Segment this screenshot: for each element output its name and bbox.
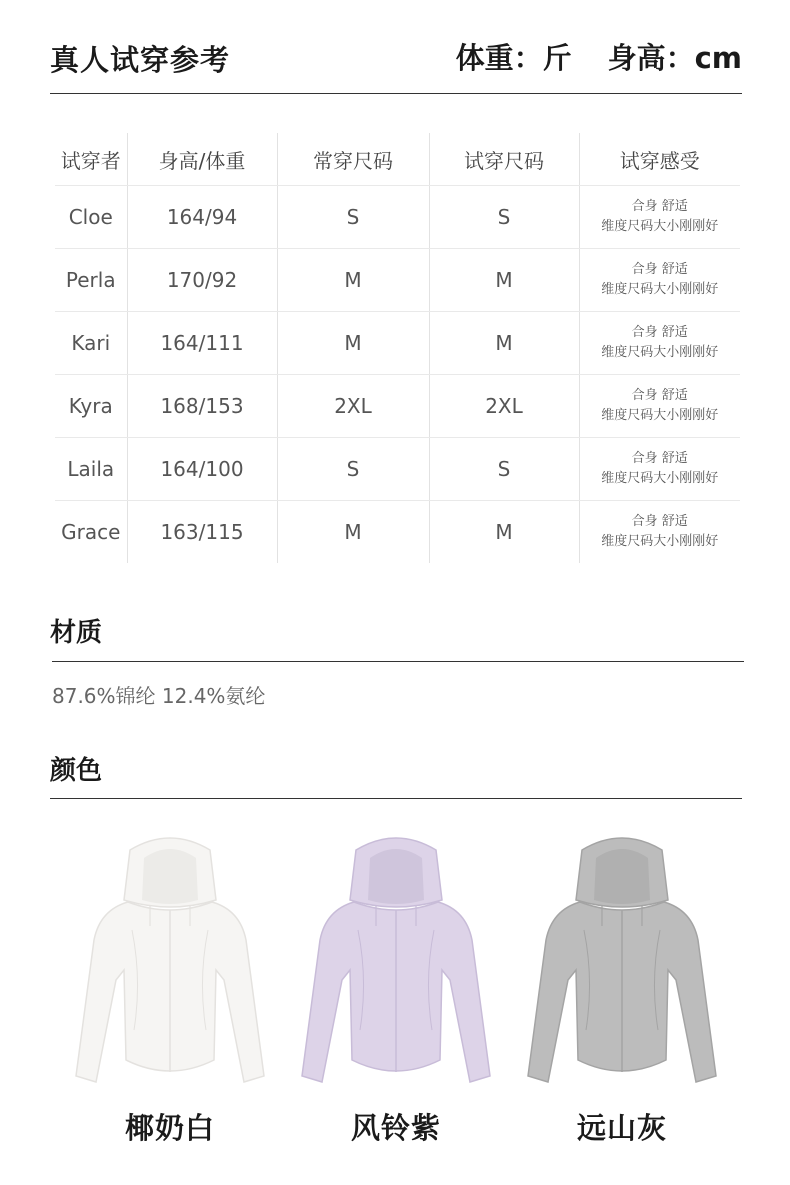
color-name: 风铃紫 xyxy=(350,1111,441,1145)
height-weight: 163/115 xyxy=(127,501,277,564)
wearer-name: Cloe xyxy=(55,186,127,249)
tried-size: M xyxy=(429,501,579,564)
color-name: 椰奶白 xyxy=(124,1111,215,1145)
table-row xyxy=(55,501,740,564)
feeling-line-2: 维度尺码大小刚刚好 xyxy=(601,471,719,486)
feeling-line-1: 合身 舒适 xyxy=(631,388,688,403)
color-title: 颜色 xyxy=(50,756,103,786)
height-weight: 170/92 xyxy=(127,249,277,312)
wearer-name: Perla xyxy=(55,249,127,312)
height-weight: 168/153 xyxy=(127,375,277,438)
feeling-line-2: 维度尺码大小刚刚好 xyxy=(601,219,719,234)
usual-size: M xyxy=(277,312,429,375)
tried-size: S xyxy=(429,438,579,501)
feeling xyxy=(579,438,740,501)
feeling-line-1: 合身 舒适 xyxy=(631,451,688,466)
column-header-feeling: 试穿感受 xyxy=(579,133,740,186)
material-title: 材质 xyxy=(50,618,103,648)
color-options xyxy=(50,830,742,1150)
color-option[interactable] xyxy=(522,830,722,1150)
color-divider xyxy=(50,798,742,799)
table-row xyxy=(55,186,740,249)
table-row xyxy=(55,438,740,501)
wearer-name: Grace xyxy=(61,520,121,544)
usual-size: M xyxy=(277,501,429,564)
feeling xyxy=(579,186,740,249)
tried-size: 2XL xyxy=(429,375,579,438)
feeling-line-2: 维度尺码大小刚刚好 xyxy=(601,282,719,297)
height-weight: 164/94 xyxy=(127,186,277,249)
page-header xyxy=(50,36,742,80)
page-title: 真人试穿参考 xyxy=(50,43,231,77)
feeling-line-2: 维度尺码大小刚刚好 xyxy=(601,408,719,423)
table-row xyxy=(55,312,740,375)
tryon-table xyxy=(55,133,740,563)
table-row xyxy=(55,375,740,438)
color-option[interactable] xyxy=(70,830,270,1150)
column-header-tried-size: 试穿尺码 xyxy=(429,133,579,186)
material-divider xyxy=(52,661,744,662)
feeling-line-1: 合身 舒适 xyxy=(631,325,688,340)
column-header-usual-size: 常穿尺码 xyxy=(277,133,429,186)
header-divider xyxy=(50,93,742,94)
tried-size: M xyxy=(429,312,579,375)
material-composition: 87.6%锦纶 12.4%氨纶 xyxy=(52,684,266,708)
color-name: 远山灰 xyxy=(576,1111,667,1145)
jacket-image xyxy=(70,830,270,1100)
table-row xyxy=(55,249,740,312)
jacket-image xyxy=(296,830,496,1100)
wearer-name: Kari xyxy=(55,312,127,375)
tried-size: S xyxy=(429,186,579,249)
feeling-line-1: 合身 舒适 xyxy=(631,199,688,214)
height-weight: 164/111 xyxy=(127,312,277,375)
feeling-line-2: 维度尺码大小刚刚好 xyxy=(601,345,719,360)
tried-size: M xyxy=(429,249,579,312)
usual-size: M xyxy=(277,249,429,312)
usual-size: S xyxy=(277,186,429,249)
feeling-line-1: 合身 舒适 xyxy=(631,262,688,277)
wearer-name: Laila xyxy=(55,438,127,501)
usual-size: S xyxy=(277,438,429,501)
table-header-row xyxy=(55,133,740,186)
weight-unit-label: 体重：斤 xyxy=(455,41,572,75)
unit-legend xyxy=(420,36,742,77)
feeling xyxy=(579,312,740,375)
jacket-image xyxy=(522,830,722,1100)
height-unit-label: 身高：cm xyxy=(607,41,742,75)
height-weight: 164/100 xyxy=(127,438,277,501)
feeling-line-2: 维度尺码大小刚刚好 xyxy=(601,534,719,549)
usual-size: 2XL xyxy=(277,375,429,438)
feeling xyxy=(579,249,740,312)
feeling-line-1: 合身 舒适 xyxy=(631,514,688,529)
feeling xyxy=(579,375,740,438)
column-header-wearer: 试穿者 xyxy=(55,133,127,186)
column-header-height-weight: 身高/体重 xyxy=(127,133,277,186)
color-option[interactable] xyxy=(296,830,496,1150)
feeling xyxy=(579,501,740,564)
wearer-name: Kyra xyxy=(55,375,127,438)
